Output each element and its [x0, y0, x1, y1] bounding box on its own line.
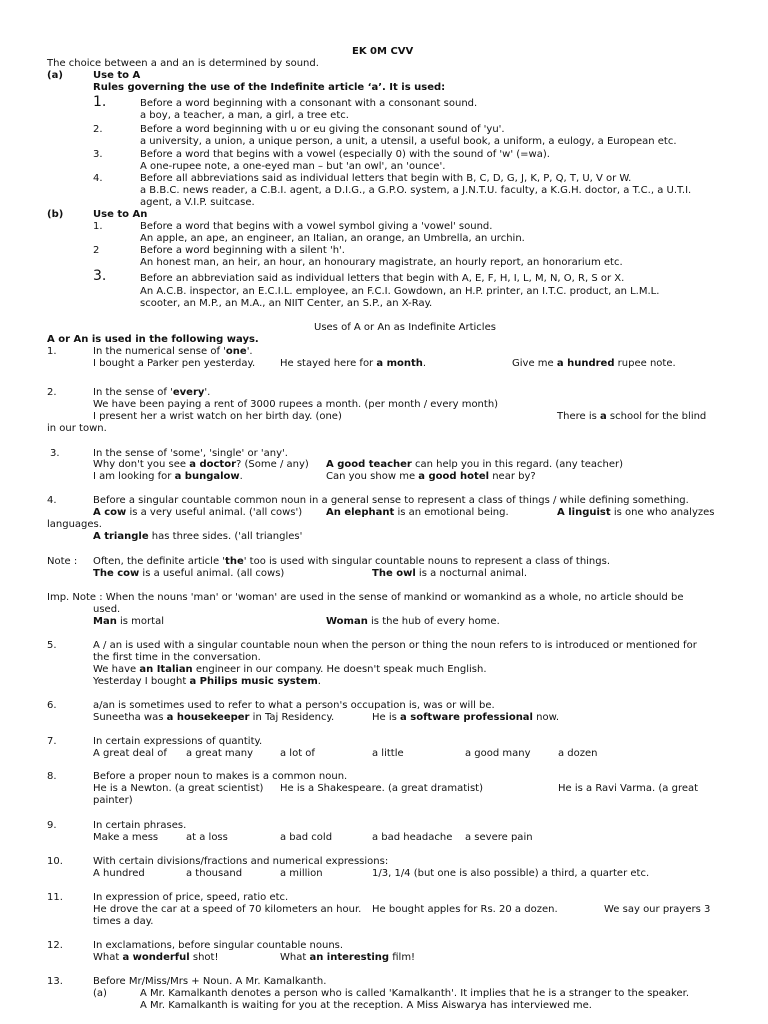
example: Give me a hundred rupee note.: [512, 358, 676, 369]
use-text: a/an is sometimes used to refer to what a person's occupation is, was or will be.: [93, 700, 495, 711]
example: A Mr. Kamalkanth denotes a person who is called 'Kamalkanth'. It implies that he is a stranger to the speaker.: [140, 988, 689, 999]
note-label: Note :: [47, 556, 78, 567]
use-text: Before Mr/Miss/Mrs + Noun. A Mr. Kamalkanth.: [93, 976, 327, 987]
rule-example: An apple, an ape, an engineer, an Italian, an orange, an Umbrella, an urchin.: [140, 233, 525, 244]
rule-text: Before a word beginning with a consonant with a consonant sound.: [140, 98, 478, 109]
list-number: 10.: [47, 856, 63, 867]
rule-example: An A.C.B. inspector, an E.C.I.L. employee, an F.C.I. Gowdown, an H.P. printer, an I.T.C. product, an L.M.L.: [140, 286, 660, 297]
example: He drove the car at a speed of 70 kilometers an hour.: [93, 904, 362, 915]
example: The owl is a nocturnal animal.: [372, 568, 528, 579]
example: A triangle has three sides. ('all triangles': [93, 531, 303, 542]
list-number: 12.: [47, 940, 63, 951]
example: He stayed here for a month.: [280, 358, 427, 369]
rule-example: agent, a V.I.P. suitcase.: [140, 197, 255, 208]
example: Why don't you see a doctor? (Some / any): [93, 459, 309, 470]
example: in our town.: [47, 423, 107, 434]
example: Yesterday I bought a Philips music system.: [93, 676, 321, 687]
list-number: 11.: [47, 892, 63, 903]
example: He is a software professional now.: [372, 712, 560, 723]
example: I bought a Parker pen yesterday.: [93, 358, 256, 369]
example: a great many: [186, 748, 254, 759]
example: A cow is a very useful animal. ('all cows'): [93, 507, 303, 518]
rule-example: a boy, a teacher, a man, a girl, a tree etc.: [140, 110, 349, 121]
rule-example: An honest man, an heir, an hour, an honourary magistrate, an hourly report, an honorarium etc.: [140, 257, 623, 268]
example: I am looking for a bungalow.: [93, 471, 243, 482]
example: He bought apples for Rs. 20 a dozen.: [372, 904, 558, 915]
example: The cow is a useful animal. (all cows): [93, 568, 285, 579]
section-a-heading: Use to A: [93, 70, 141, 81]
example: a lot of: [280, 748, 315, 759]
example: He is a Shakespeare. (a great dramatist): [280, 783, 483, 794]
section-a-rules-heading: Rules governing the use of the Indefinite article ‘a’. It is used:: [93, 82, 446, 93]
list-number: 3.: [50, 448, 60, 459]
page-title: EK 0M CVV: [352, 46, 414, 57]
rule-example: scooter, an M.P., an M.A., an NIIT Center, an S.P., an X-Ray.: [140, 298, 433, 309]
example: a good many: [465, 748, 531, 759]
example: A linguist is one who analyzes: [557, 507, 715, 518]
list-number: 3.: [93, 149, 103, 160]
list-number: 5.: [47, 640, 57, 651]
rule-text: Before all abbreviations said as individual letters that begin with B, C, D, G, J, K, P, Q, T, U, V or W.: [140, 173, 632, 184]
list-number: 3.: [93, 268, 107, 284]
example: A great deal of: [93, 748, 167, 759]
sub-marker: (a): [93, 988, 107, 999]
use-text: In expression of price, speed, ratio etc.: [93, 892, 289, 903]
use-text: In the sense of 'some', 'single' or 'any'.: [93, 448, 288, 459]
ways-heading: A or An is used in the following ways.: [47, 334, 259, 345]
example: What an interesting film!: [280, 952, 416, 963]
example: Woman is the hub of every home.: [326, 616, 500, 627]
example: painter): [93, 795, 133, 806]
imp-note-text: used.: [93, 604, 121, 615]
example: a bad cold: [280, 832, 333, 843]
rule-text: Before a word beginning with u or eu giving the consonant sound of 'yu'.: [140, 124, 505, 135]
list-number: 4.: [93, 173, 103, 184]
rule-example: A one-rupee note, a one-eyed man – but 'an owl', an 'ounce'.: [140, 161, 446, 172]
example: A Mr. Kamalkanth is waiting for you at the reception. A Miss Aiswarya has interviewed me.: [140, 1000, 592, 1011]
uses-title: Uses of A or An as Indefinite Articles: [314, 322, 496, 333]
list-number: 7.: [47, 736, 57, 747]
rule-example: a university, a union, a unique person, a unit, a utensil, a useful book, a uniform, a eulogy, a European etc.: [140, 136, 677, 147]
example: Man is mortal: [93, 616, 164, 627]
list-number: 1.: [93, 221, 103, 232]
example: Suneetha was a housekeeper in Taj Residency.: [93, 712, 335, 723]
list-number: 6.: [47, 700, 57, 711]
example: Can you show me a good hotel near by?: [326, 471, 536, 482]
example: Make a mess: [93, 832, 159, 843]
example: languages.: [47, 519, 102, 530]
use-text: In the sense of 'every'.: [93, 387, 211, 398]
example: a little: [372, 748, 404, 759]
example: a severe pain: [465, 832, 533, 843]
rule-text: Before an abbreviation said as individual letters that begin with A, E, F, H, I, L, M, N, O, R, S or X.: [140, 273, 625, 284]
use-text: In exclamations, before singular countable nouns.: [93, 940, 344, 951]
use-text: the first time in the conversation.: [93, 652, 261, 663]
example: We say our prayers 3: [604, 904, 711, 915]
example: 1/3, 1/4 (but one is also possible) a third, a quarter etc.: [372, 868, 650, 879]
list-number: 4.: [47, 495, 57, 506]
rule-example: a B.B.C. news reader, a C.B.I. agent, a D.I.G., a G.P.O. system, a J.N.T.U. faculty, a K.G.H. doctor, a T.C., a U.T.I.: [140, 185, 692, 196]
example: at a loss: [186, 832, 228, 843]
example: He is a Newton. (a great scientist): [93, 783, 264, 794]
example: a thousand: [186, 868, 243, 879]
example: a dozen: [558, 748, 598, 759]
list-number: 9.: [47, 820, 57, 831]
list-number: 2: [93, 245, 100, 256]
use-text: In the numerical sense of 'one'.: [93, 346, 253, 357]
example: An elephant is an emotional being.: [326, 507, 509, 518]
imp-note-text: Imp. Note : When the nouns 'man' or 'woman' are used in the sense of mankind or womankind as a whole, no article should be: [47, 592, 684, 603]
list-number: 2.: [47, 387, 57, 398]
example: What a wonderful shot!: [93, 952, 219, 963]
example: a bad headache: [372, 832, 453, 843]
use-text: A / an is used with a singular countable noun when the person or thing the noun refers to is introduced or mentioned for: [93, 640, 697, 651]
rule-text: Before a word that begins with a vowel symbol giving a 'vowel' sound.: [140, 221, 493, 232]
use-text: With certain divisions/fractions and numerical expressions:: [93, 856, 389, 867]
rule-text: Before a word beginning with a silent 'h'.: [140, 245, 345, 256]
list-number: 2.: [93, 124, 103, 135]
example: I present her a wrist watch on her birth day. (one): [93, 411, 342, 422]
section-b-heading: Use to An: [93, 209, 148, 220]
use-text: Before a singular countable common noun in a general sense to represent a class of things / while defining something.: [93, 495, 689, 506]
example: He is a Ravi Varma. (a great: [558, 783, 699, 794]
list-number: 13.: [47, 976, 63, 987]
example: times a day.: [93, 916, 154, 927]
use-text: Before a proper noun to makes is a common noun.: [93, 771, 348, 782]
example: We have an Italian engineer in our company. He doesn't speak much English.: [93, 664, 487, 675]
section-a-marker: (a): [47, 70, 63, 81]
example: There is a school for the blind: [557, 411, 707, 422]
list-number: 1.: [47, 346, 57, 357]
example: A good teacher can help you in this regard. (any teacher): [326, 459, 624, 470]
section-b-marker: (b): [47, 209, 64, 220]
rule-text: Before a word that begins with a vowel (especially 0) with the sound of 'w' (=wa).: [140, 149, 550, 160]
intro-text: The choice between a and an is determined by sound.: [47, 58, 319, 69]
list-number: 1.: [93, 94, 107, 110]
use-text: In certain phrases.: [93, 820, 187, 831]
example: A hundred: [93, 868, 145, 879]
note-text: Often, the definite article 'the' too is used with singular countable nouns to represent a class of things.: [93, 556, 611, 567]
example: We have been paying a rent of 3000 rupees a month. (per month / every month): [93, 399, 499, 410]
use-text: In certain expressions of quantity.: [93, 736, 263, 747]
list-number: 8.: [47, 771, 57, 782]
example: a million: [280, 868, 323, 879]
